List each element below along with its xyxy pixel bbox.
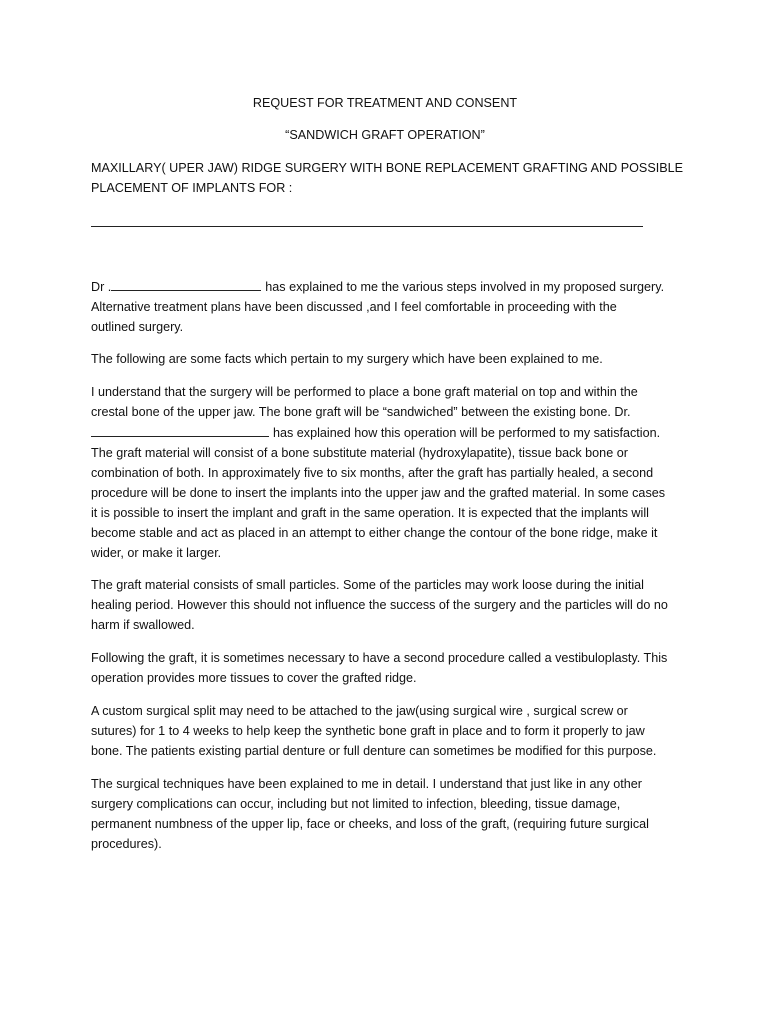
paragraph-line: I understand that the surgery will be performed to place a bone graft material on top and within the	[91, 385, 638, 399]
paragraph-line: Following the graft, it is sometimes necessary to have a second procedure called a vestibuloplasty. This	[91, 651, 668, 665]
paragraph-line: The following are some facts which pertain to my surgery which have been explained to me.	[91, 352, 603, 366]
paragraph-line: it is possible to insert the implant and graft in the same operation. It is expected that the implants will	[91, 506, 649, 520]
paragraph-line: The graft material will consist of a bone substitute material (hydroxylapatite), tissue back bone or	[91, 446, 628, 460]
document-subtitle: “SANDWICH GRAFT OPERATION”	[285, 128, 485, 142]
paragraph-complications	[91, 774, 691, 854]
paragraph-line: The graft material consists of small particles. Some of the particles may work loose during the initial	[91, 578, 644, 592]
paragraph-surgical-split	[91, 701, 691, 761]
paragraph-line: sutures) for 1 to 4 weeks to help keep the synthetic bone graft in place and to form it properly to jaw	[91, 724, 645, 738]
paragraph-line: procedure will be done to insert the implants into the upper jaw and the grafted material. In some cases	[91, 486, 666, 500]
procedure-heading	[91, 158, 691, 198]
doctor-name-field-2[interactable]	[91, 422, 269, 437]
dr-explained-text: has explained to me the various steps involved in my proposed surgery.	[265, 280, 665, 294]
dr-explained-operation-text: has explained how this operation will be performed to my satisfaction.	[273, 426, 661, 440]
paragraph-line: wider, or make it larger.	[91, 546, 222, 560]
paragraph-line: bone. The patients existing partial denture or full denture can sometimes be modified for this purpose.	[91, 744, 657, 758]
document-title: REQUEST FOR TREATMENT AND CONSENT	[252, 96, 518, 110]
paragraph-vestibuloplasty	[91, 648, 691, 688]
paragraph-line: combination of both. In approximately five to six months, after the graft has partially healed, a second	[91, 466, 654, 480]
paragraph-line: outlined surgery.	[91, 320, 184, 334]
paragraph-doctor-explanation	[91, 276, 691, 337]
paragraph-line	[91, 276, 691, 297]
paragraph-line: Alternative treatment plans have been discussed ,and I feel comfortable in proceeding with the	[91, 300, 617, 314]
paragraph-facts-intro	[91, 349, 691, 369]
paragraph-line: operation provides more tissues to cover the grafted ridge.	[91, 671, 417, 685]
paragraph-surgery-description	[91, 382, 691, 563]
heading-line: PLACEMENT OF IMPLANTS FOR :	[91, 181, 293, 195]
heading-line: MAXILLARY( UPER JAW) RIDGE SURGERY WITH BONE REPLACEMENT GRAFTING AND POSSIBLE	[91, 161, 684, 175]
paragraph-line: The surgical techniques have been explained to me in detail. I understand that just like in any other	[91, 777, 642, 791]
paragraph-line: become stable and act as placed in an attempt to either change the contour of the bone ridge, make it	[91, 526, 658, 540]
paragraph-line: healing period. However this should not influence the success of the surgery and the particles will do no	[91, 598, 668, 612]
paragraph-line	[91, 422, 691, 443]
dr-prefix: Dr .	[91, 280, 112, 294]
paragraph-line: permanent numbness of the upper lip, face or cheeks, and loss of the graft, (requiring future surgical	[91, 817, 649, 831]
paragraph-graft-particles	[91, 575, 691, 635]
doctor-name-field[interactable]	[111, 276, 261, 291]
paragraph-line: crestal bone of the upper jaw. The bone graft will be “sandwiched” between the existing bone. Dr.	[91, 405, 631, 419]
paragraph-line: procedures).	[91, 837, 162, 851]
patient-name-field[interactable]	[91, 226, 643, 227]
paragraph-line: surgery complications can occur, including but not limited to infection, bleeding, tissue damage,	[91, 797, 621, 811]
paragraph-line: A custom surgical split may need to be attached to the jaw(using surgical wire , surgical screw or	[91, 704, 628, 718]
paragraph-line: harm if swallowed.	[91, 618, 195, 632]
